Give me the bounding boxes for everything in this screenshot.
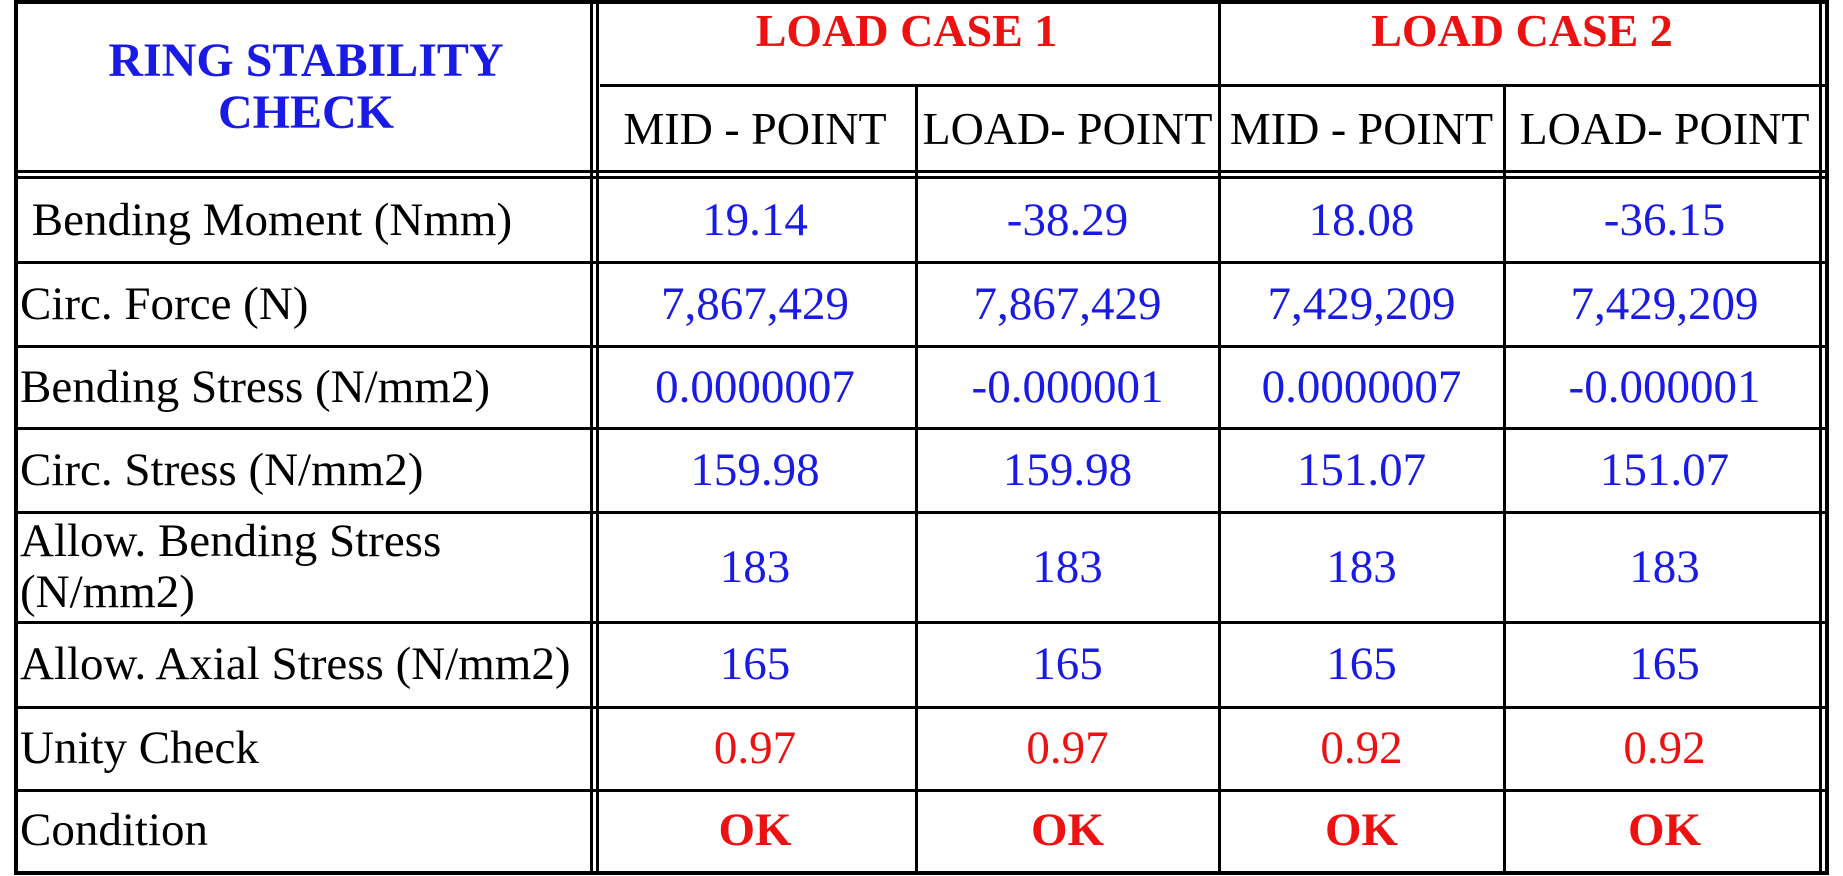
row-divider xyxy=(14,511,1829,514)
table-cell: 0.92 xyxy=(1320,722,1403,775)
table-border-top xyxy=(14,0,1829,4)
mid-point-header: MID - POINT xyxy=(623,103,887,155)
row-label: Bending Moment (Nmm) xyxy=(20,193,513,246)
table-cell: -0.000001 xyxy=(1568,360,1761,413)
table-cell: OK xyxy=(1324,804,1399,857)
load-case-header: LOAD CASE 1 xyxy=(755,5,1058,56)
column-divider xyxy=(1503,86,1506,871)
row-label: Unity Check xyxy=(20,722,259,775)
table-cell: 7,867,429 xyxy=(661,277,849,330)
header-divider xyxy=(14,170,1829,173)
load-point-header: LOAD- POINT xyxy=(922,103,1213,155)
table-cell: 165 xyxy=(719,638,791,691)
table-border-right xyxy=(1825,0,1829,875)
table-cell: -38.29 xyxy=(1006,193,1129,246)
row-divider xyxy=(14,427,1829,430)
table-cell: 183 xyxy=(1326,540,1397,593)
table-border-left xyxy=(14,0,18,875)
table-cell: 183 xyxy=(719,540,791,593)
table-cell: -36.15 xyxy=(1603,193,1726,246)
table-cell: 19.14 xyxy=(702,193,808,246)
table-cell: 7,429,209 xyxy=(1570,277,1759,330)
table-cell: 0.0000007 xyxy=(655,360,855,413)
column-divider xyxy=(1819,2,1822,871)
row-label: Allow. Bending Stress (N/mm2) xyxy=(20,515,454,618)
load-point-header: LOAD- POINT xyxy=(1519,103,1810,155)
table-cell: OK xyxy=(1627,804,1702,857)
table-cell: 7,867,429 xyxy=(973,277,1162,330)
table-title: RING STABILITY CHECK xyxy=(108,34,504,139)
row-divider xyxy=(14,261,1829,264)
column-divider xyxy=(915,86,918,871)
table-border-bottom xyxy=(14,871,1829,875)
load-case-header: LOAD CASE 2 xyxy=(1371,5,1673,56)
table-cell: 165 xyxy=(1629,638,1700,691)
table-cell: 0.97 xyxy=(713,722,797,775)
table-cell: 183 xyxy=(1032,540,1103,593)
table-cell: 151.07 xyxy=(1599,443,1730,496)
table-cell: 183 xyxy=(1629,540,1700,593)
table-cell: 159.98 xyxy=(1002,443,1133,496)
table-cell: -0.000001 xyxy=(971,360,1164,413)
row-divider xyxy=(14,345,1829,348)
table-cell: 151.07 xyxy=(1296,443,1427,496)
label-divider xyxy=(590,2,593,871)
row-label: Allow. Axial Stress (N/mm2) xyxy=(20,638,571,691)
table-cell: 0.97 xyxy=(1026,722,1109,775)
row-label: Circ. Stress (N/mm2) xyxy=(20,443,424,496)
table-cell: 0.92 xyxy=(1623,722,1706,775)
table-cell: 0.0000007 xyxy=(1261,360,1462,413)
table-cell: OK xyxy=(718,804,792,857)
label-divider xyxy=(596,2,599,871)
table-cell: 165 xyxy=(1326,638,1397,691)
case-divider xyxy=(1218,2,1221,871)
row-label: Condition xyxy=(20,804,209,857)
header-divider xyxy=(14,176,1829,179)
row-divider xyxy=(14,621,1829,624)
table-cell: 7,429,209 xyxy=(1267,277,1456,330)
table-cell: 159.98 xyxy=(690,443,820,496)
subheader-divider xyxy=(600,84,1825,87)
row-divider xyxy=(14,789,1829,792)
table-cell: 18.08 xyxy=(1308,193,1415,246)
row-divider xyxy=(14,706,1829,709)
mid-point-header: MID - POINT xyxy=(1229,103,1494,155)
row-label: Bending Stress (N/mm2) xyxy=(20,360,490,413)
row-label: Circ. Force (N) xyxy=(20,277,309,330)
table-cell: 165 xyxy=(1032,638,1103,691)
table-cell: OK xyxy=(1030,804,1105,857)
